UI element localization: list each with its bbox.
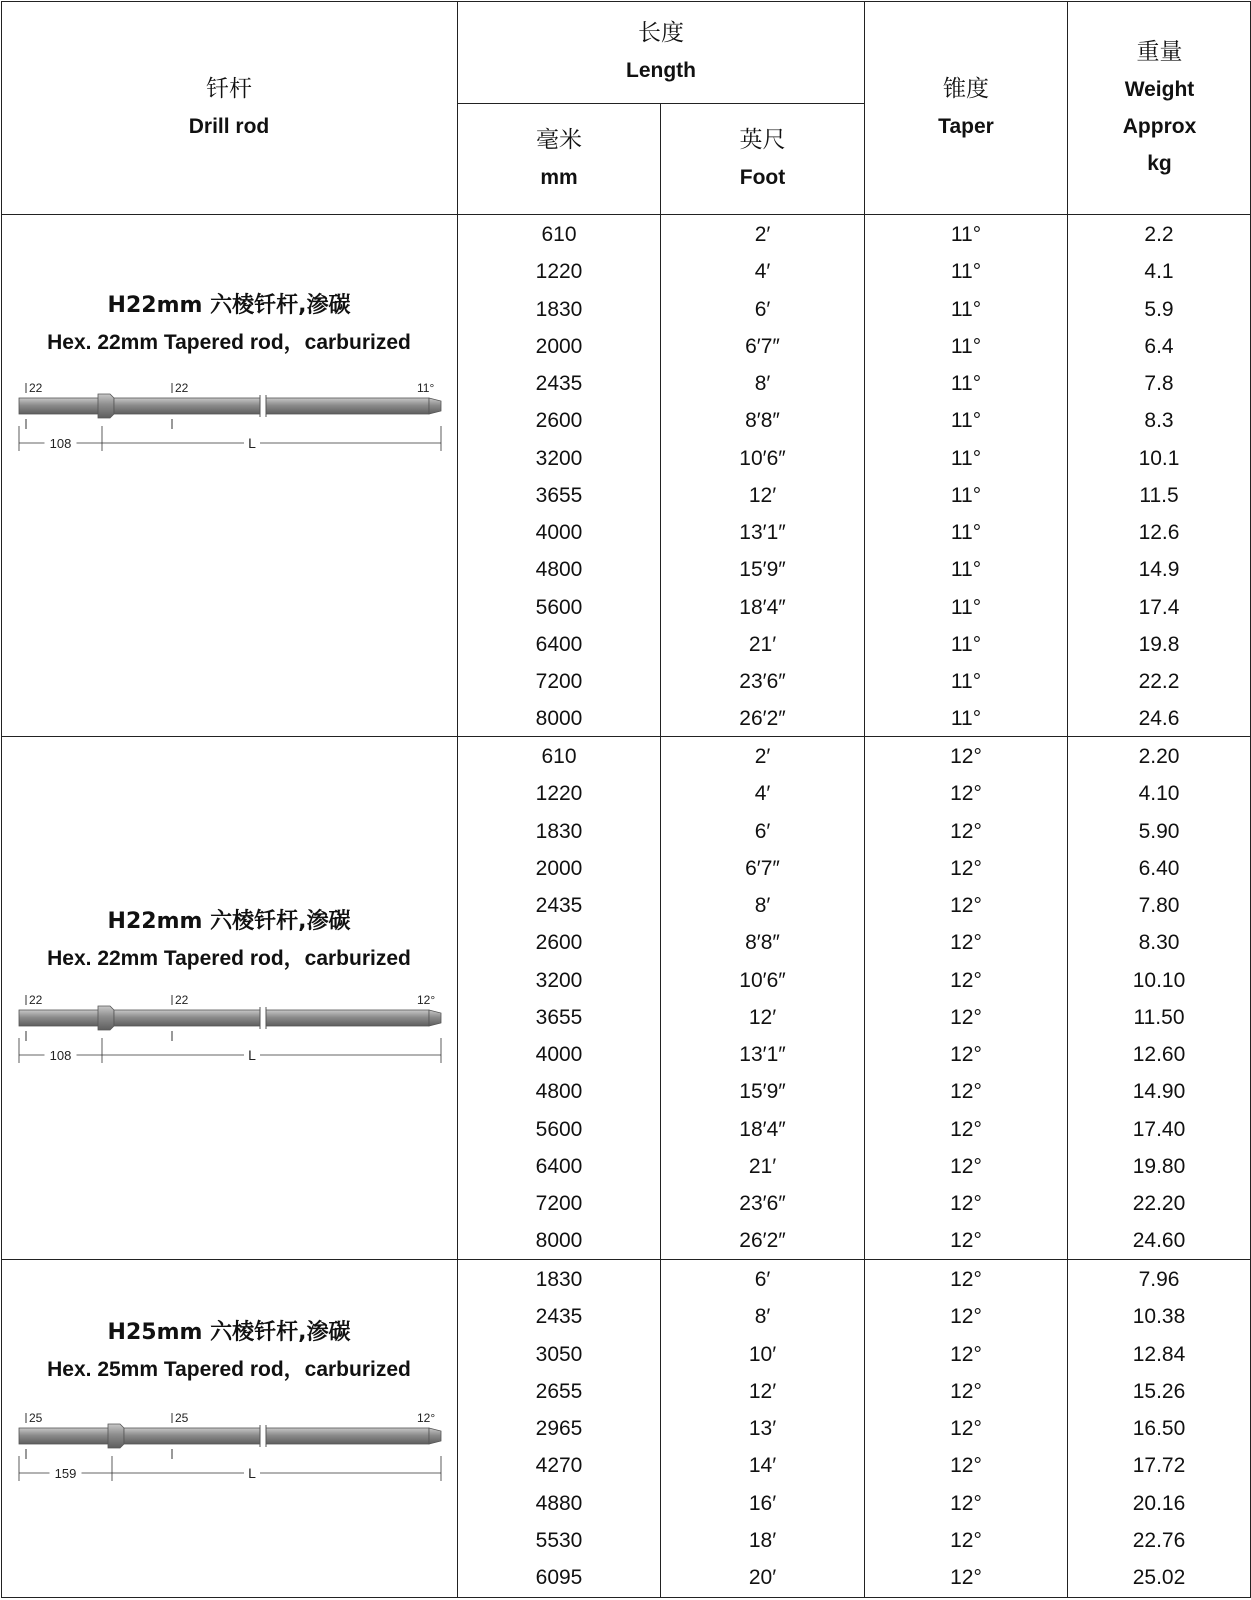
cell-foot: 10′6″ (739, 446, 786, 470)
section-1-title-en: Hex. 22mm Tapered rod，carburized (47, 331, 411, 354)
cell-taper: 11° (950, 297, 982, 321)
rod-shank (19, 1428, 110, 1444)
cell-weight: 19.80 (1132, 1154, 1186, 1178)
border-bottom (1, 1597, 1251, 1598)
cell-weight: 7.96 (1138, 1268, 1180, 1291)
header-weight-en2: Approx (1122, 114, 1197, 138)
cell-foot: 26′2″ (739, 1229, 786, 1253)
cell-mm: 4880 (535, 1491, 583, 1515)
cell-weight: 7.80 (1138, 894, 1180, 917)
cell-foot: 16′ (748, 1491, 777, 1515)
rod-shank-label: 108 (49, 1048, 72, 1063)
header-weight-en1: Weight (1124, 77, 1195, 101)
cell-taper: 12° (950, 1342, 982, 1366)
cell-weight: 4.10 (1138, 782, 1180, 806)
cell-mm: 5600 (535, 1117, 583, 1141)
header-weight-en3: kg (1147, 151, 1172, 175)
header-weight (1068, 1, 1251, 214)
rod-length-label: L (248, 1047, 256, 1063)
cell-foot: 6′ (754, 297, 771, 321)
section-1-rod-diagram (15, 381, 445, 466)
section-1-title-zh: H22mm 六棱钎杆,渗碳 (107, 293, 351, 318)
cell-taper: 12° (950, 1154, 982, 1178)
section-2-rod-diagram (15, 993, 445, 1078)
cell-weight: 11.5 (1139, 483, 1179, 507)
cell-mm: 2435 (535, 372, 583, 395)
header-taper-zh: 锥度 (943, 75, 989, 102)
header-length (458, 1, 864, 103)
cell-foot: 8′ (754, 372, 771, 395)
rod-collar (108, 1424, 124, 1448)
cell-weight: 24.6 (1138, 707, 1180, 731)
header-taper (865, 1, 1067, 214)
cell-taper: 12° (950, 1005, 982, 1029)
cell-taper: 12° (950, 931, 982, 955)
cell-taper: 12° (950, 745, 982, 768)
cell-mm: 7200 (535, 670, 583, 693)
cell-taper: 12° (950, 1454, 982, 1478)
section-2-title (1, 903, 457, 977)
rod-svg (15, 381, 445, 466)
drill-rod-spec-table (1, 1, 1251, 1598)
cell-mm: 8000 (535, 1229, 583, 1253)
cell-foot: 12′ (748, 483, 777, 507)
cell-weight: 22.2 (1138, 670, 1180, 693)
rod-d1-label: 25 (29, 1411, 43, 1425)
rod-angle-label: 12° (417, 993, 436, 1007)
cell-foot: 10′ (748, 1342, 777, 1366)
cell-foot: 12′ (748, 1005, 777, 1029)
cell-foot: 8′ (754, 894, 771, 917)
rod-shank (19, 398, 100, 414)
rod-svg (15, 993, 445, 1078)
border-length-sub (457, 103, 865, 104)
cell-weight: 2.2 (1144, 223, 1174, 246)
cell-weight: 24.60 (1132, 1229, 1186, 1253)
cell-taper: 12° (950, 1417, 982, 1440)
header-taper-en: Taper (938, 114, 994, 138)
rod-shank-label: 108 (49, 436, 72, 451)
cell-foot: 12′ (748, 1379, 777, 1403)
cell-mm: 1830 (535, 819, 583, 843)
cell-foot: 18′ (748, 1528, 777, 1552)
cell-taper: 12° (950, 1192, 982, 1215)
cell-taper: 11° (950, 334, 982, 358)
cell-weight: 17.72 (1132, 1454, 1186, 1478)
cell-taper: 12° (950, 1080, 982, 1104)
rod-d1-label: 22 (29, 993, 43, 1007)
cell-mm: 2000 (535, 856, 583, 880)
cell-weight: 19.8 (1138, 632, 1180, 656)
cell-foot: 13′1″ (739, 1043, 786, 1066)
cell-foot: 8′8″ (745, 931, 780, 955)
rod-body (114, 398, 429, 414)
cell-taper: 12° (950, 1528, 982, 1552)
cell-weight: 10.1 (1138, 446, 1180, 470)
cell-foot: 21′ (748, 1154, 777, 1178)
cell-taper: 11° (950, 260, 982, 284)
rod-break-gap (260, 1426, 266, 1446)
section-3-rod-diagram (15, 1411, 445, 1496)
header-drill-rod-zh: 钎杆 (206, 75, 252, 102)
cell-taper: 11° (950, 558, 982, 582)
rod-d2-label: 22 (175, 993, 189, 1007)
cell-mm: 6400 (535, 632, 583, 656)
cell-weight: 8.30 (1138, 931, 1180, 955)
cell-foot: 15′9″ (739, 558, 786, 582)
cell-mm: 610 (541, 223, 577, 246)
cell-taper: 11° (950, 483, 982, 507)
cell-mm: 3200 (535, 968, 583, 992)
rod-shank-label: 159 (54, 1466, 77, 1481)
header-mm-zh: 毫米 (536, 127, 582, 153)
cell-foot: 4′ (754, 260, 771, 284)
rod-shank (19, 1010, 100, 1026)
cell-foot: 6′7″ (745, 334, 780, 358)
header-foot (661, 104, 864, 214)
cell-foot: 2′ (754, 745, 771, 768)
cell-weight: 22.76 (1132, 1528, 1186, 1552)
cell-mm: 4000 (535, 521, 583, 544)
cell-weight: 5.90 (1138, 819, 1180, 843)
cell-mm: 6400 (535, 1154, 583, 1178)
section-2-title-en: Hex. 22mm Tapered rod，carburized (47, 947, 411, 970)
rod-d2-label: 22 (175, 381, 189, 395)
section-1-title (1, 287, 457, 361)
cell-mm: 4800 (535, 558, 583, 582)
cell-taper: 12° (950, 968, 982, 992)
cell-taper: 12° (950, 782, 982, 806)
cell-weight: 17.4 (1138, 595, 1180, 619)
cell-foot: 6′ (754, 1268, 771, 1291)
cell-mm: 2600 (535, 931, 583, 955)
cell-mm: 4000 (535, 1043, 583, 1066)
border-col-3 (864, 1, 865, 1598)
cell-mm: 1220 (535, 260, 583, 284)
cell-taper: 12° (950, 1229, 982, 1253)
cell-mm: 3655 (535, 1005, 583, 1029)
section-3-title (1, 1314, 457, 1388)
cell-weight: 8.3 (1144, 409, 1174, 433)
cell-foot: 13′ (748, 1417, 777, 1440)
cell-weight: 6.4 (1144, 334, 1174, 358)
cell-foot: 4′ (754, 782, 771, 806)
border-section-2-bottom (1, 1259, 1251, 1260)
rod-angle-label: 11° (417, 381, 435, 395)
cell-foot: 8′8″ (745, 409, 780, 433)
cell-mm: 5530 (535, 1528, 583, 1552)
border-col-4 (1067, 1, 1068, 1598)
cell-weight: 15.26 (1132, 1379, 1186, 1403)
cell-taper: 11° (950, 372, 982, 395)
cell-foot: 13′1″ (739, 521, 786, 544)
rod-d1-label: 22 (29, 381, 43, 395)
cell-mm: 8000 (535, 707, 583, 731)
cell-mm: 4270 (535, 1454, 583, 1478)
header-mm (458, 104, 660, 214)
rod-d2-label: 25 (175, 1411, 189, 1425)
cell-weight: 10.10 (1132, 968, 1186, 992)
rod-tip (429, 398, 441, 414)
cell-foot: 18′4″ (739, 1117, 786, 1141)
border-top (1, 1, 1251, 2)
border-header-bottom (1, 214, 1251, 215)
cell-mm: 2435 (535, 1305, 583, 1329)
border-left (1, 1, 2, 1598)
cell-weight: 5.9 (1144, 297, 1174, 321)
cell-foot: 18′4″ (739, 595, 786, 619)
cell-taper: 12° (950, 1305, 982, 1329)
cell-foot: 26′2″ (739, 707, 786, 731)
cell-mm: 4800 (535, 1080, 583, 1104)
cell-mm: 2655 (535, 1379, 583, 1403)
rod-break-gap (260, 396, 266, 416)
header-drill-rod (1, 1, 457, 214)
cell-taper: 11° (950, 632, 982, 656)
rod-tip (429, 1428, 441, 1444)
cell-weight: 14.90 (1132, 1080, 1186, 1104)
cell-weight: 14.9 (1138, 558, 1180, 582)
rod-angle-label: 12° (417, 1411, 436, 1425)
cell-foot: 8′ (754, 1305, 771, 1329)
cell-weight: 4.1 (1144, 260, 1174, 284)
rod-body (114, 1010, 429, 1026)
cell-foot: 20′ (748, 1566, 777, 1589)
cell-mm: 1220 (535, 782, 583, 806)
border-col-2 (660, 103, 661, 1598)
cell-taper: 11° (950, 707, 982, 731)
cell-weight: 7.8 (1144, 372, 1174, 395)
rod-collar (98, 1006, 114, 1030)
section-3-title-zh: H25mm 六棱钎杆,渗碳 (107, 1320, 351, 1345)
cell-mm: 1830 (535, 1268, 583, 1291)
cell-taper: 12° (950, 1566, 982, 1589)
cell-weight: 6.40 (1138, 856, 1180, 880)
cell-weight: 11.50 (1133, 1005, 1185, 1029)
cell-taper: 11° (950, 595, 982, 619)
cell-taper: 12° (950, 1268, 982, 1291)
section-3-title-en: Hex. 25mm Tapered rod，carburized (47, 1358, 411, 1381)
cell-mm: 3050 (535, 1342, 583, 1366)
header-length-zh: 长度 (638, 20, 684, 46)
cell-foot: 23′6″ (739, 670, 786, 693)
section-2-title-zh: H22mm 六棱钎杆,渗碳 (107, 909, 351, 934)
cell-mm: 2000 (535, 334, 583, 358)
cell-taper: 11° (950, 409, 982, 433)
cell-foot: 15′9″ (739, 1080, 786, 1104)
cell-weight: 20.16 (1132, 1491, 1186, 1515)
border-col-1 (457, 1, 458, 1598)
cell-foot: 10′6″ (739, 968, 786, 992)
cell-taper: 12° (950, 856, 982, 880)
cell-mm: 3655 (535, 483, 583, 507)
rod-collar (98, 394, 114, 418)
cell-mm: 1830 (535, 297, 583, 321)
cell-taper: 11° (950, 521, 982, 544)
cell-taper: 11° (950, 446, 982, 470)
cell-weight: 10.38 (1132, 1305, 1186, 1329)
header-weight-zh: 重量 (1136, 38, 1183, 65)
header-length-en: Length (626, 59, 696, 82)
cell-taper: 12° (950, 894, 982, 917)
cell-weight: 2.20 (1138, 745, 1180, 768)
cell-mm: 5600 (535, 595, 583, 619)
cell-taper: 12° (950, 819, 982, 843)
cell-mm: 610 (541, 745, 577, 768)
cell-taper: 11° (950, 670, 982, 693)
cell-weight: 22.20 (1132, 1192, 1186, 1215)
cell-taper: 11° (950, 223, 982, 246)
cell-weight: 25.02 (1132, 1566, 1186, 1589)
cell-foot: 6′ (754, 819, 771, 843)
cell-taper: 12° (950, 1379, 982, 1403)
cell-foot: 2′ (754, 223, 771, 246)
cell-foot: 6′7″ (745, 856, 780, 880)
rod-body (124, 1428, 429, 1444)
cell-mm: 2965 (535, 1417, 583, 1440)
cell-mm: 3200 (535, 446, 583, 470)
cell-weight: 12.60 (1132, 1043, 1186, 1066)
header-foot-zh: 英尺 (739, 127, 786, 153)
rod-svg (15, 1411, 445, 1496)
header-drill-rod-en: Drill rod (188, 114, 270, 138)
rod-tip (429, 1010, 441, 1026)
rod-length-label: L (248, 1465, 256, 1481)
rod-length-label: L (248, 435, 256, 451)
cell-foot: 14′ (748, 1454, 777, 1478)
cell-foot: 21′ (748, 632, 777, 656)
cell-mm: 6095 (535, 1566, 583, 1589)
cell-taper: 12° (950, 1117, 982, 1141)
cell-mm: 2435 (535, 894, 583, 917)
cell-taper: 12° (950, 1491, 982, 1515)
cell-foot: 23′6″ (739, 1192, 786, 1215)
cell-weight: 17.40 (1132, 1117, 1186, 1141)
header-foot-en: Foot (739, 166, 786, 189)
cell-weight: 16.50 (1132, 1417, 1186, 1440)
cell-weight: 12.6 (1138, 521, 1180, 544)
rod-break-gap (260, 1008, 266, 1028)
cell-mm: 2600 (535, 409, 583, 433)
header-mm-en: mm (540, 166, 578, 189)
cell-mm: 7200 (535, 1192, 583, 1215)
border-section-1-bottom (1, 736, 1251, 737)
cell-taper: 12° (950, 1043, 982, 1066)
cell-weight: 12.84 (1132, 1342, 1186, 1366)
